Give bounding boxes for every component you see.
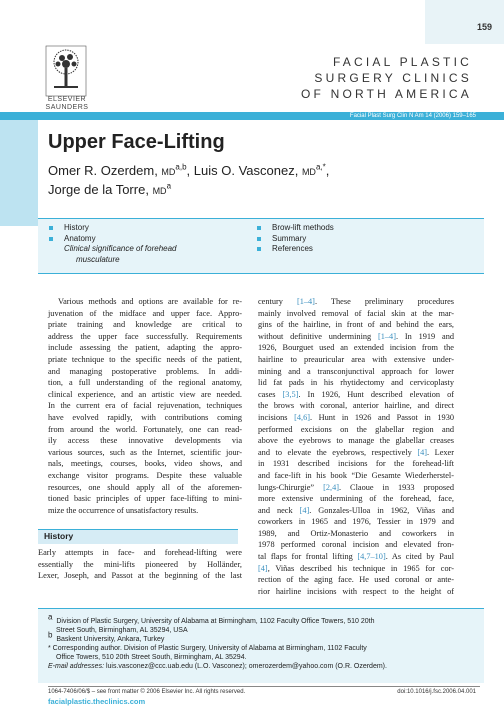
footnote-b: $^b$ Baskent University, Ankara, Turkey [48, 630, 165, 643]
citation-ref[interactable]: [4] [258, 563, 268, 573]
text-line: [4], Viñas described his technique in 1965 for cor- [258, 563, 454, 573]
text-line: mining and a transconjunctival approach for lower [258, 366, 454, 376]
footnote-corresponding: * Corresponding author. Division of Plastic Surgery, University of Alabama at Birmingham, 1102 Faculty [48, 645, 367, 652]
author-name: Luis O. Vasconez [193, 163, 295, 178]
text-line: and managing postoperative problems. In addi- [48, 366, 242, 376]
outline-column-left [64, 223, 177, 265]
footnote-a: $^a$ Division of Plastic Surgery, University of Alabama at Birmingham, 1102 Faculty Office Towers, 510 20th [48, 612, 375, 625]
text-line: above the eyebrows to manage the glabellar creases [258, 436, 454, 446]
author-degree: MD [301, 167, 316, 177]
text-line: juvenation of the midface and upper face. Appro- [48, 308, 242, 318]
text-line: exchange visitor programs. Despite these valuable [48, 470, 242, 480]
text-line: incisions [4,6]. Hunt in 1926 and Passot in 1930 [258, 412, 454, 422]
text-line: tioned basic principles of upper face-lifting to mini- [48, 494, 242, 504]
outline-column-right [272, 223, 334, 255]
outline-item-history[interactable]: History [64, 223, 177, 234]
footer-rule [48, 686, 480, 687]
outline-item-anatomy[interactable]: Anatomy [64, 234, 177, 245]
author-list: Omer R. Ozerdem, MD$^{a,b}$, Luis O. Vasconez, $MD^{a,*}$, Jorge de la Torre, $MD^a$ [48, 162, 330, 197]
text-line: clinical experience, and an artistic view are needed. [48, 389, 242, 399]
outline-subitem-clinical[interactable]: Clinical significance of forehead musculature [64, 244, 177, 264]
citation-ref[interactable]: [1–4] [378, 331, 396, 341]
bullet-icon [49, 237, 53, 241]
author-affiliation: a,b [175, 162, 187, 172]
text-line: performed excisions on the glabellar region and [258, 424, 454, 434]
website-link[interactable]: facialplastic.theclinics.com [48, 697, 146, 706]
citation-ref[interactable]: [1–4] [296, 297, 315, 306]
elsevier-tree-logo [44, 44, 88, 98]
journal-title: FACIAL PLASTIC SURGERY CLINICS OF NORTH AMERICA [301, 55, 472, 101]
text-line: mainly involved removal of facial skin at the mar- [258, 308, 454, 318]
bullet-icon [257, 226, 261, 230]
author-name: Omer R. Ozerdem [48, 163, 155, 178]
text-line: cases [3,5]. In 1926, Hunt described elevation of [258, 389, 454, 399]
text-line: more extensive undermining of the forehead, face, [258, 494, 454, 504]
text-line: hairline to preauricular area with extensive under- [258, 354, 454, 364]
author-affiliation: a [166, 181, 172, 191]
text-line: the brows with coronal, anterior hairline, and direct [258, 401, 454, 411]
author-name: Jorge de la Torre [48, 182, 146, 197]
article-title: Upper Face-Lifting [48, 131, 225, 153]
text-line: 1989, and Ortiz-Monasterio and coworkers in [258, 528, 454, 538]
text-line: gins of the hairline, in front of and behind the ears, [258, 320, 454, 330]
citation-ref[interactable]: [4] [299, 505, 310, 515]
copyright-line: 1064-7406/06/$ – see front matter © 2006 Elsevier Inc. All rights reserved. [48, 689, 246, 695]
footnotes: $^a$ Division of Plastic Surgery, University of Alabama at Birmingham, 1102 Faculty Office Towers, 510 20th Street South, Birmingham, AL 35294, USA $^b$ Baskent University, Ankara, Turkey * Corresponding author. Division of Plastic Surgery, University of Alabama at Birmingham, 1102 Faculty Office Towers, 510 20th Street South, Birmingham, AL 35294. E-mail addresses: luis.vasconez@ccc.uab.edu (L.O. Vasconez); omerozerdem@yahoo.com (O.R. Ozerdem). [38, 608, 484, 683]
journal-citation: Facial Plast Surg Clin N Am 14 (2006) 159–165 [349, 113, 476, 119]
text-line: have evolved rapidly, with contributions coming [48, 412, 242, 422]
text-line: ily access these innovative developments via [48, 436, 242, 446]
text-line: address the upper face successfully. Requirements [48, 331, 242, 341]
text-line: lid fat pads in his rhytidectomy and cervicoplasty [258, 378, 454, 388]
citation-ref[interactable]: [4,6] [294, 412, 310, 422]
bullet-icon [49, 226, 53, 230]
text-line: tion, a full understanding of the regional anatomy, [48, 378, 242, 388]
citation-ref[interactable]: [4,7–10] [357, 552, 386, 562]
text-line: Various methods and options are available for re- [58, 297, 242, 306]
author-degree: MD [161, 167, 176, 177]
page-number: 159 [476, 22, 492, 32]
text-line: 1978 performed coronal incision and elevated fron- [258, 540, 454, 550]
text-line: resources, one should apply all of the aforemen- [48, 482, 242, 492]
text-line: lungs-Chirurgie” [2,4]. Claoue in 1933 proposed [258, 482, 454, 492]
text-line: priate training and knowledge are critical to [48, 320, 242, 330]
bullet-icon [257, 247, 261, 251]
text-line: rection of the aging face. He used coronal or ante- [258, 575, 454, 585]
footnote-email: E-mail addresses: luis.vasconez@ccc.uab.edu (L.O. Vasconez); omerozerdem@yahoo.com (O.R. Ozerdem). [48, 663, 387, 670]
outline-item-references[interactable]: References [272, 244, 334, 255]
text-line: priate technique to the specific needs of the patient, [48, 354, 242, 364]
text-line: and face-lift in his book “Die Gesamte Wiederherstel- [258, 470, 454, 480]
text-line: and neck [4]. Gonzales-Ulloa in 1962, Viñas and [258, 505, 454, 515]
text-line: and to elevate the eyebrows, respectively [4]. Lexer [258, 447, 454, 457]
author-affiliation: a,* [315, 162, 326, 172]
text-line: in 1931 described incisions for the forehead-lift [258, 459, 454, 469]
text-line: various sources, such as the Internet, scientific jour- [48, 447, 242, 457]
text-line: coworkers in 1965 and 1976, Tessier in 1979 and [258, 517, 454, 527]
outline-item-brow-lift[interactable]: Brow-lift methods [272, 223, 334, 234]
publisher-name: ELSEVIER SAUNDERS [45, 96, 89, 111]
page-number-tab [425, 0, 504, 44]
text-line: Lexer, Joseph, and Passot at the beginning of the last [38, 571, 242, 581]
history-paragraph [38, 547, 242, 582]
text-line: without definitive undermining [1–4]. In 1919 and [258, 331, 454, 341]
body-column-right [258, 296, 454, 597]
text-line: rior hairline incisions with respect to the height of [258, 586, 454, 596]
text-line: essentially the mini-lifts pioneered by Holländer, [38, 559, 242, 569]
citation-ref[interactable]: [2,4] [323, 482, 339, 492]
text-line: Early attempts in face- and forehead-lifting were [38, 548, 242, 557]
side-accent-bar [0, 120, 38, 226]
citation-ref[interactable]: [3,5] [282, 389, 299, 399]
text-line: tal flaps for frontal lifting [4,7–10]. As cited by Paul [258, 552, 454, 562]
outline-item-summary[interactable]: Summary [272, 234, 334, 245]
text-line: from around the world. Fortunately, one can read- [48, 424, 242, 434]
text-line: nals, meetings, courses, books, video shows, and [48, 459, 242, 469]
author-degree: MD [152, 186, 167, 196]
section-outline [38, 218, 484, 274]
text-line: century [1–4]. These preliminary procedures [258, 297, 454, 306]
intro-paragraph [48, 296, 242, 516]
citation-ref[interactable]: [4] [417, 447, 428, 457]
history-heading: History [44, 531, 74, 541]
doi[interactable]: doi:10.1016/j.fsc.2006.04.001 [397, 689, 476, 695]
text-line: In the current era of facial rejuvenation, techniques [48, 401, 242, 411]
bullet-icon [257, 237, 261, 241]
text-line: 1926, Bourguet used an extended incision from the [258, 343, 454, 353]
text-line: include assessing the patient, adapting the appro- [48, 343, 242, 353]
text-line: mize the occurrence of unsatisfactory results. [48, 505, 199, 515]
